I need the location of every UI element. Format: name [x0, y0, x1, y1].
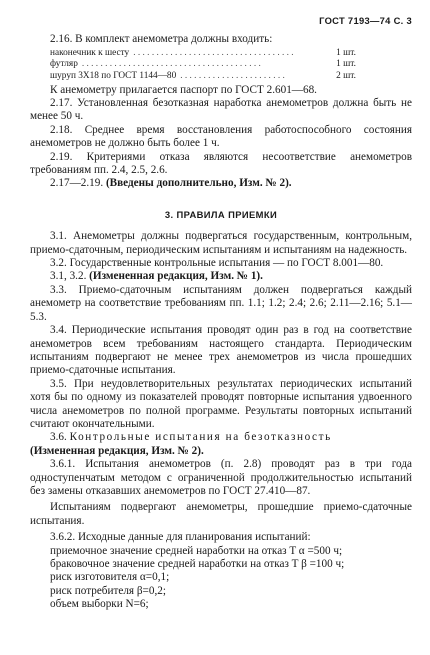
clause-3-6-2: 3.6.2. Исходные данные для планирования испытаний:	[50, 531, 311, 544]
kit-item-qty: 2 шт.	[336, 71, 356, 81]
clause-2-16: 2.16. В комплект анемометра должны входить:	[50, 33, 273, 46]
kit-list	[50, 48, 412, 83]
clause-3-2: 3.2. Государственные контрольные испытания — по ГОСТ 8.001—80.	[50, 257, 384, 270]
test-subject-note: Испытаниям подвергают анемометры, прошедшие приемо-сдаточные испытания.	[30, 501, 412, 527]
clause-3-1: 3.1. Анемометры должны подвергаться государственным, контрольным, приемо-сдаточным, периодическим испытаниям и испытаниям на надежность.	[30, 230, 412, 256]
parameter-line: браковочное значение средней наработки на отказ T β =100 ч;	[50, 558, 345, 570]
kit-item-name: футляр	[50, 59, 78, 70]
kit-item-name: шуруп 3Х18 по ГОСТ 1144—80	[50, 71, 177, 81]
clause-number: 3.6.	[50, 431, 67, 444]
clause-3-5: 3.5. При неудовлетворительных результатах периодических испытаний хотя бы по одному из показателей проводят повторные испытания удвоенного числа анемометров по полной программе. Результаты повторных испытаний считают окончательными.	[30, 377, 412, 430]
kit-item	[50, 71, 356, 83]
parameter-line: объем выборки N=6;	[50, 598, 149, 611]
clause-3-6-1: 3.6.1. Испытания анемометров (п. 2.8) проводят раз в три года одноступенчатым методом с ограниченной продолжительностью испытаний без замены отказавших анемометров по ГОСТ 27.410—87.	[30, 458, 412, 497]
clause-number: 2.17—2.19.	[50, 177, 104, 190]
kit-item	[50, 59, 356, 71]
clause-2-18: 2.18. Среднее время восстановления работоспособного состояния анемометров не должно быть более 1 ч.	[30, 123, 412, 150]
kit-item-name: наконечник к шесту	[50, 47, 130, 58]
page-header: ГОСТ 7193—74 С. 3	[319, 15, 412, 26]
amendment-text: (Введены дополнительно, Изм. № 2).	[105, 177, 292, 190]
parameter-line: приемочное значение средней наработки на отказ T α =500 ч;	[50, 544, 343, 557]
clause-2-19: 2.19. Критериями отказа являются несоответствие анемометров требованиям пп. 2.4, 2.5, 2.6.	[30, 150, 412, 177]
amendment-note-3-1-3-2	[30, 270, 412, 283]
parameter-line: риск изготовителя α=0,1;	[50, 571, 170, 584]
amendment-note-3-6: (Измененная редакция, Изм. № 2).	[30, 444, 204, 457]
kit-item	[50, 48, 356, 60]
clause-3-6	[30, 431, 412, 444]
clause-number: 3.1, 3.2.	[50, 270, 87, 283]
kit-item-qty: 1 шт.	[336, 59, 356, 70]
amendment-text: (Измененная редакция, Изм. № 1).	[89, 270, 263, 283]
clause-3-4: 3.4. Периодические испытания проводят один раз в год на соответствие анемометров всем требованиям настоящего стандарта. Периодическим испытаниям подвергают не менее трех анемометров из числа прошедших приемо-сдаточные испытания.	[30, 324, 412, 377]
parameter-line: риск потребителя β=0,2;	[50, 584, 166, 597]
clause-title: Контрольные испытания на безотказность	[69, 431, 332, 444]
dot-leader: . . . . . . . . . . . . . . . . . . . . . . . . . . . . . . . . . . .	[133, 47, 294, 58]
planning-parameters	[50, 545, 412, 612]
dot-leader: . . . . . . . . . . . . . . . . . . . . . . . . . . . . . . . . . . . . . . .	[81, 59, 261, 70]
section-title: 3. ПРАВИЛА ПРИЕМКИ	[164, 208, 278, 220]
amendment-note-2-17-2-19	[30, 177, 412, 190]
passport-note: К анемометру прилагается паспорт по ГОСТ 2.601—68.	[50, 83, 317, 96]
kit-item-qty: 1 шт.	[336, 47, 356, 58]
dot-leader: . . . . . . . . . . . . . . . . . . . . . . .	[180, 71, 285, 81]
clause-3-3: 3.3. Приемо-сдаточным испытаниям должен подвергаться каждый анемометр на соответствие требованиям пп. 1.1; 1.2; 2.4; 2.6; 2.11—2.16; 5.1—5.3.	[30, 283, 412, 323]
clause-2-17: 2.17. Установленная безотказная наработка анемометров должна быть не менее 50 ч.	[30, 97, 412, 123]
